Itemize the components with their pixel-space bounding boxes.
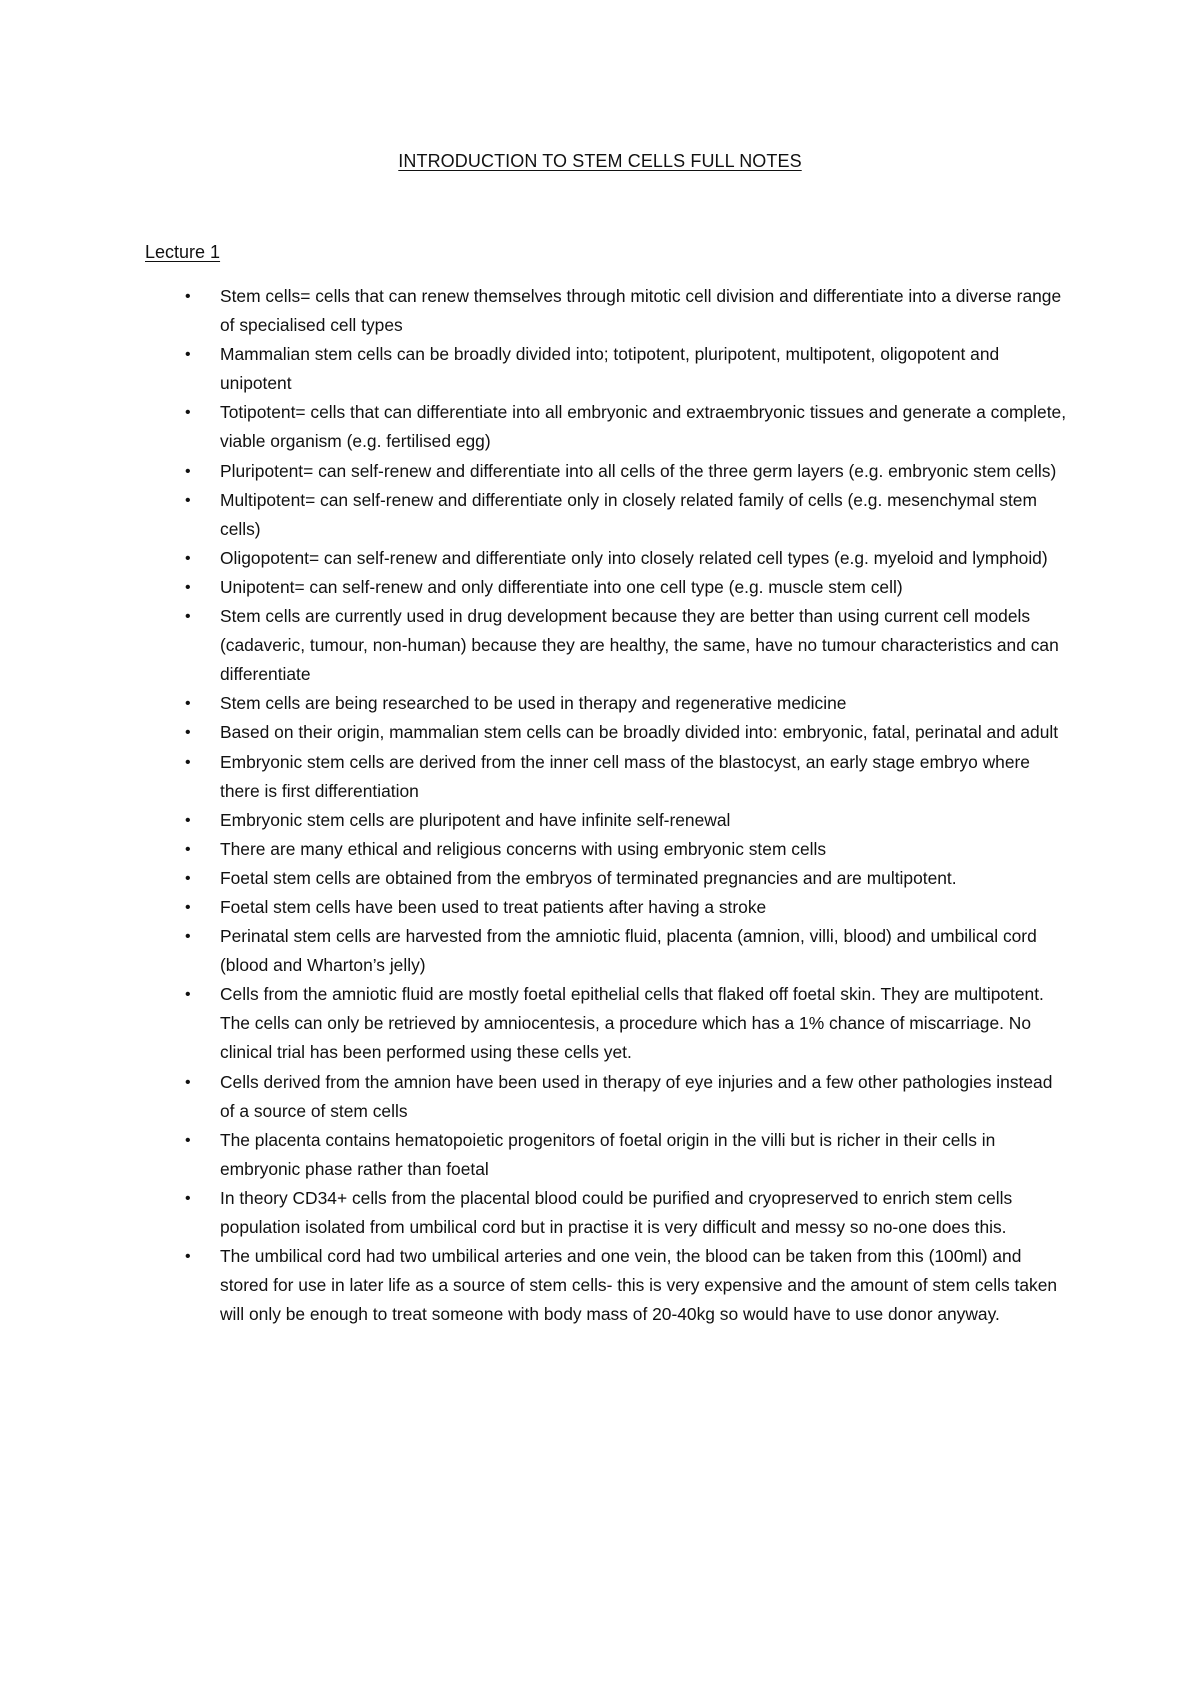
list-item-text: Perinatal stem cells are harvested from the amniotic fluid, placenta (amnion, villi, blood) and umbilical cord (blood and Wharton’s jelly) [220, 926, 1037, 976]
list-item-text: Cells from the amniotic fluid are mostly foetal epithelial cells that flaked off foetal skin. They are multipotent. The cells can only be retrieved by amniocentesis, a procedure which has a 1% chance of miscarriage. No clinical trial has been performed using these cells yet. [220, 984, 1044, 1063]
bullet-icon: • [185, 1189, 191, 1207]
bullet-icon: • [185, 811, 191, 829]
bullet-icon: • [185, 549, 191, 567]
bullet-icon: • [185, 608, 191, 626]
bullet-icon: • [185, 1131, 191, 1149]
bullet-icon: • [185, 346, 191, 364]
list-item [145, 689, 1070, 718]
list-item [145, 573, 1070, 602]
list-item [145, 282, 1070, 340]
bullet-icon: • [185, 288, 191, 305]
list-item [145, 893, 1070, 922]
bullet-icon: • [185, 404, 191, 422]
list-item [145, 718, 1070, 747]
list-item [145, 457, 1070, 486]
list-item-text: Oligopotent= can self-renew and differentiate only into closely related cell types (e.g. myeloid and lymphoid) [220, 547, 1048, 568]
list-item [145, 544, 1070, 573]
list-item-text: Foetal stem cells are obtained from the embryos of terminated pregnancies and are multipotent. [220, 867, 957, 888]
list-item-text: Pluripotent= can self-renew and differentiate into all cells of the three germ layers (e.g. embryonic stem cells) [220, 460, 1057, 481]
bullet-icon: • [185, 695, 191, 713]
list-item-text: Stem cells are currently used in drug development because they are better than using current cell models (cadaveric, tumour, non-human) because they are healthy, the same, have no tumour characteristics and can differentiate [220, 606, 1059, 685]
bullet-icon: • [185, 840, 191, 858]
list-item-text: Unipotent= can self-renew and only differentiate into one cell type (e.g. muscle stem cell) [220, 576, 903, 597]
list-item-text: Mammalian stem cells can be broadly divided into; totipotent, pluripotent, multipotent, oligopotent and unipotent [220, 344, 1000, 394]
bullet-icon: • [185, 462, 191, 480]
list-item [145, 1126, 1070, 1184]
bullet-icon: • [185, 986, 191, 1004]
list-item-text: Foetal stem cells have been used to treat patients after having a stroke [220, 896, 767, 917]
list-item-text: Cells derived from the amnion have been used in therapy of eye injuries and a few other pathologies instead of a source of stem cells [220, 1071, 1053, 1121]
list-item [145, 864, 1070, 893]
list-item-text: Embryonic stem cells are derived from the inner cell mass of the blastocyst, an early stage embryo where there is first differentiation [220, 751, 1030, 801]
list-item-text: Embryonic stem cells are pluripotent and have infinite self-renewal [220, 809, 731, 830]
list-item [145, 748, 1070, 806]
list-item-text: Stem cells are being researched to be used in therapy and regenerative medicine [220, 693, 847, 714]
list-item [145, 835, 1070, 864]
bullet-icon: • [185, 578, 191, 596]
list-item-text: In theory CD34+ cells from the placental blood could be purified and cryopreserved to enrich stem cells population isolated from umbilical cord but in practise it is very difficult and messy so no-one does this. [220, 1187, 1013, 1237]
bullet-icon: • [185, 753, 191, 771]
list-item [145, 486, 1070, 544]
list-item-text: Multipotent= can self-renew and differentiate only in closely related family of cells (e.g. mesenchymal stem cells) [220, 489, 1037, 539]
list-item [145, 602, 1070, 689]
section-heading-lecture-1: Lecture 1 [145, 242, 221, 262]
bullet-icon: • [185, 928, 191, 946]
list-item-text: The placenta contains hematopoietic progenitors of foetal origin in the villi but is richer in their cells in embryonic phase rather than foetal [220, 1129, 996, 1179]
bullet-icon: • [185, 1248, 191, 1266]
list-item [145, 980, 1070, 1067]
notes-list [145, 282, 1070, 1329]
list-item-text: Based on their origin, mammalian stem cells can be broadly divided into: embryonic, fatal, perinatal and adult [220, 722, 1059, 743]
list-item-text: Totipotent= cells that can differentiate into all embryonic and extraembryonic tissues and generate a complete, viable organism (e.g. fertilised egg) [220, 402, 1067, 452]
bullet-icon: • [185, 869, 191, 887]
list-item [145, 1068, 1070, 1126]
list-item [145, 806, 1070, 835]
list-item [145, 1242, 1070, 1329]
list-item-text: There are many ethical and religious concerns with using embryonic stem cells [220, 838, 827, 859]
list-item [145, 922, 1070, 980]
list-item [145, 398, 1070, 456]
document-title: INTRODUCTION TO STEM CELLS FULL NOTES [398, 151, 802, 171]
bullet-icon: • [185, 491, 191, 509]
list-item-text: Stem cells= cells that can renew themselves through mitotic cell division and differentiate into a diverse range of specialised cell types [220, 286, 1062, 336]
list-item [145, 340, 1070, 398]
bullet-icon: • [185, 898, 191, 916]
bullet-icon: • [185, 1073, 191, 1091]
list-item [145, 1184, 1070, 1242]
list-item-text: The umbilical cord had two umbilical arteries and one vein, the blood can be taken from this (100ml) and stored for use in later life as a source of stem cells- this is very expensive and the amount of stem cells taken will only be enough to treat someone with body mass of 20-40kg so would have to use donor anyway. [220, 1246, 1058, 1325]
bullet-icon: • [185, 724, 191, 742]
